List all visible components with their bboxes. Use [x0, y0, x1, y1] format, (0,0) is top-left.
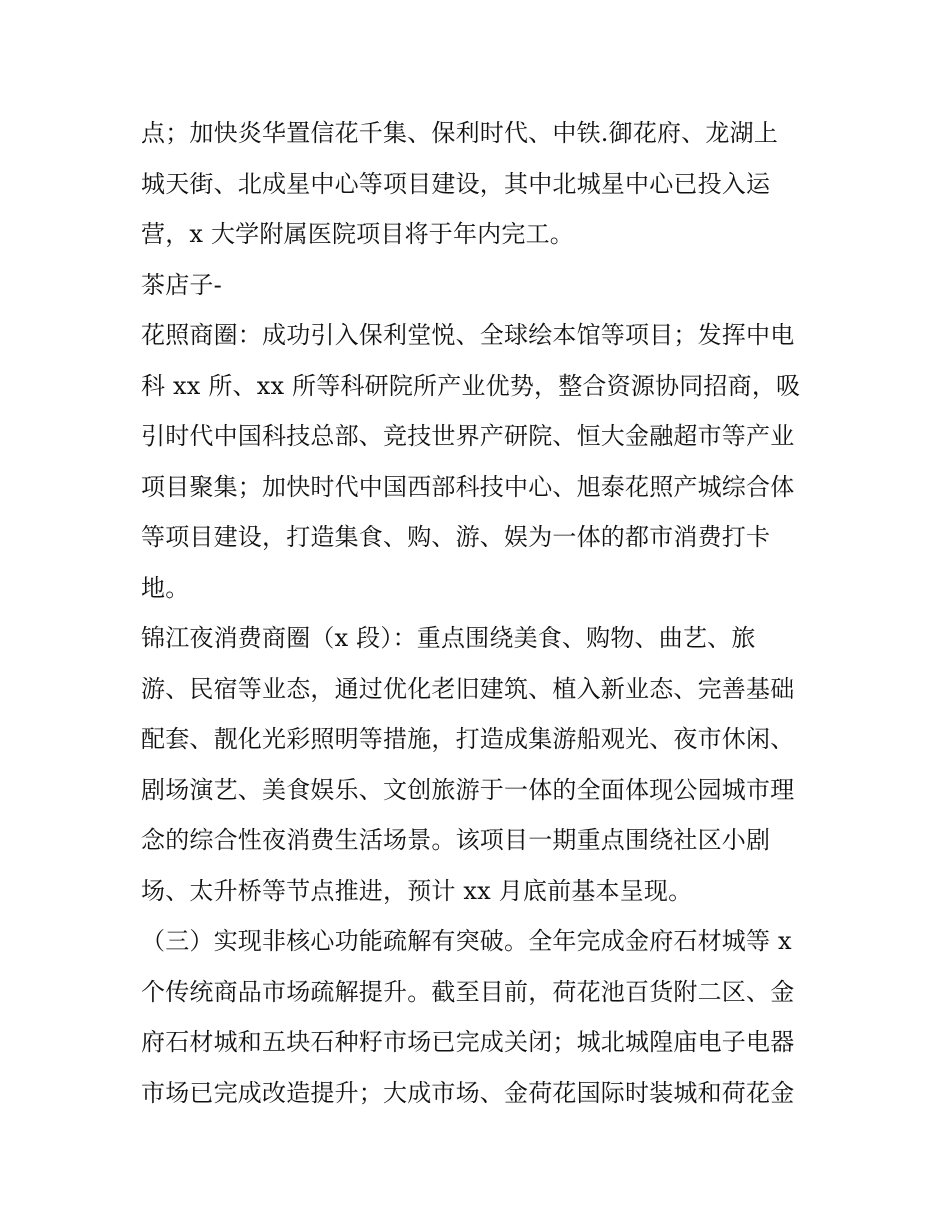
text-line: 营，x 大学附属医院项目将于年内完工。 — [141, 220, 574, 248]
text-line: 个传统商品市场疏解提升。截至目前，荷花池百货附二区、金 — [141, 977, 795, 1006]
text-line: 等项目建设，打造集食、购、游、娱为一体的都市消费打卡 — [141, 523, 771, 551]
text-line: 剧场演艺、美食娱乐、文创旅游于一体的全面体现公园城市理 — [141, 775, 795, 804]
text-line: 市场已完成改造提升；大成市场、金荷花国际时装城和荷花金 — [141, 1078, 795, 1107]
text-line: 地。 — [141, 573, 190, 602]
text-line: 游、民宿等业态，通过优化老旧建筑、植入新业态、完善基础 — [141, 674, 795, 703]
text-line: 配套、靓化光彩照明等措施，打造成集游船观光、夜市休闲、 — [141, 725, 795, 753]
text-line: 城天街、北成星中心等项目建设，其中北城星中心已投入运 — [141, 169, 771, 198]
text-line: 科 xx 所、xx 所等科研院所产业优势，整合资源协同招商，吸 — [141, 371, 801, 400]
text-line: 花照商圈：成功引入保利堂悦、全球绘本馆等项目；发挥中电 — [141, 321, 795, 349]
body-text — [141, 108, 821, 1118]
text-line: 府石材城和五块石种籽市场已完成关闭；城北城隍庙电子电器 — [141, 1028, 795, 1056]
text-line: 茶店子- — [141, 270, 222, 299]
text-line: 点；加快炎华置信花千集、保利时代、中铁.御花府、龙湖上 — [141, 119, 779, 147]
text-line: 项目聚集；加快时代中国西部科技中心、旭泰花照产城综合体 — [141, 472, 795, 501]
text-line: （三）实现非核心功能疏解有突破。全年完成金府石材城等 x — [141, 927, 792, 955]
text-line: 引时代中国科技总部、竞技世界产研院、恒大金融超市等产业 — [141, 422, 795, 450]
text-line: 场、太升桥等节点推进，预计 xx 月底前基本呈现。 — [141, 876, 693, 905]
text-line: 念的综合性夜消费生活场景。该项目一期重点围绕社区小剧 — [141, 826, 771, 854]
text-line: 锦江夜消费商圈（x 段）：重点围绕美食、购物、曲艺、旅 — [141, 624, 756, 652]
